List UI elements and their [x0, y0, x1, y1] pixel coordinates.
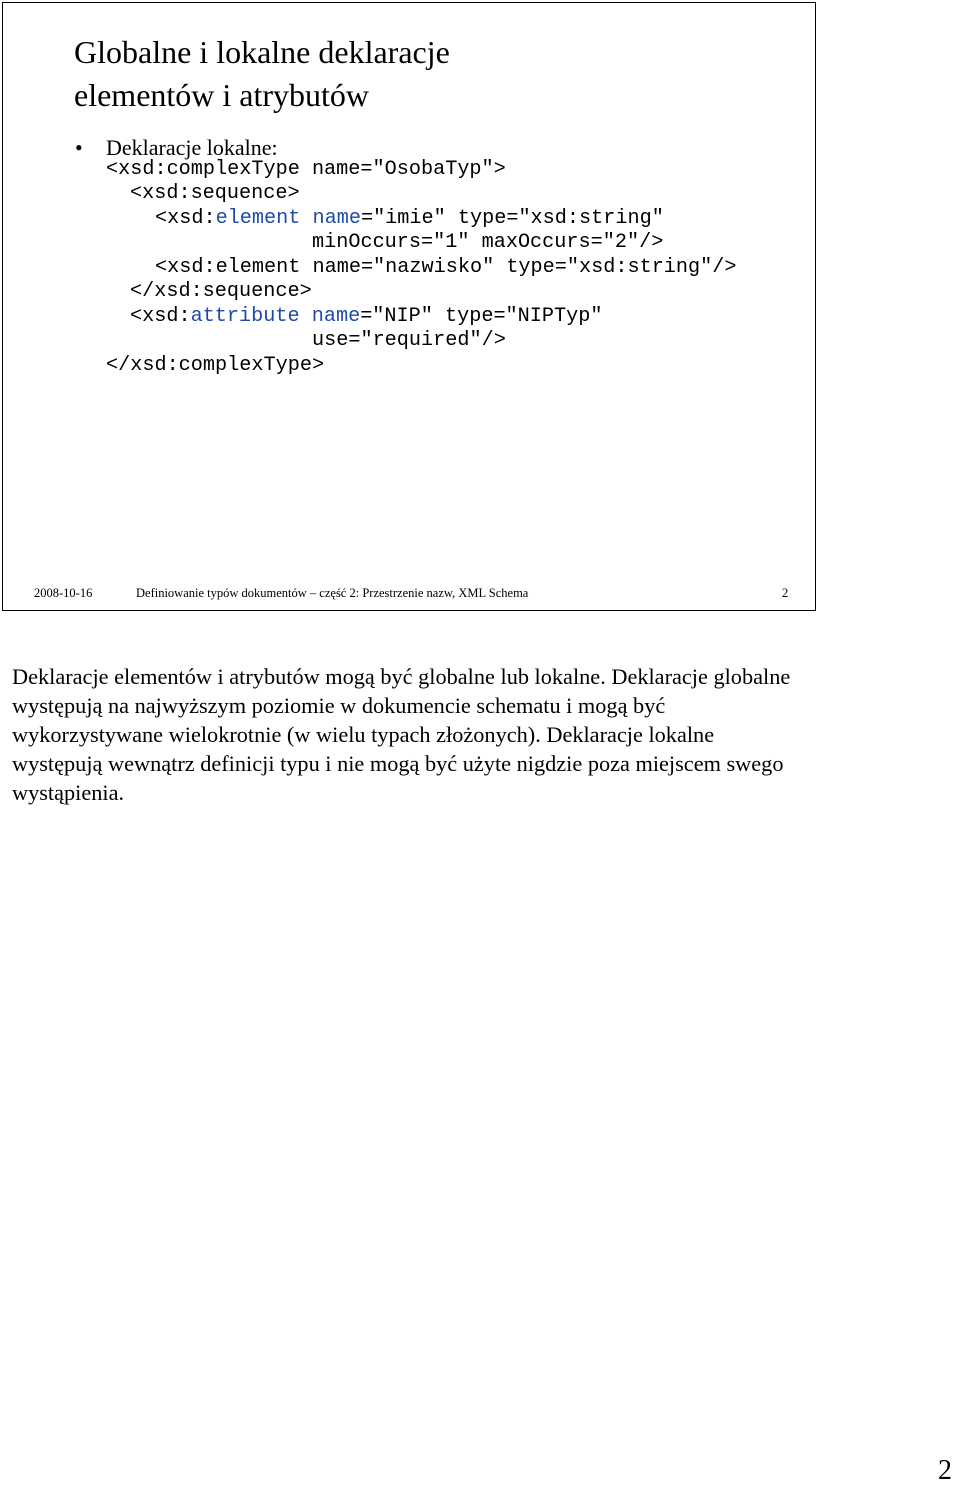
code-line: [130, 305, 602, 330]
code-line: use="required"/>: [312, 329, 506, 352]
footer-slide-number: 2: [782, 586, 789, 600]
code-line: </xsd:sequence>: [130, 280, 312, 303]
code-line: <xsd:sequence>: [130, 182, 300, 205]
slide-title-line1: Globalne i lokalne deklaracje: [74, 34, 450, 70]
code-token: <xsd:: [155, 207, 216, 230]
code-token: <xsd:: [130, 305, 191, 328]
footer-date: 2008-10-16: [34, 586, 93, 600]
code-line: <xsd:element name="nazwisko" type="xsd:string"/>: [155, 256, 737, 279]
bullet-icon: •: [75, 135, 83, 160]
code-token: ="NIP" type="NIPTyp": [360, 305, 603, 328]
code-line: <xsd:complexType name="OsobaTyp">: [106, 158, 506, 181]
slide-title-line2: elementów i atrybutów: [74, 77, 370, 113]
code-token: ="imie" type="xsd:string": [360, 207, 664, 230]
page-number: 2: [938, 1455, 952, 1486]
slide-title: [74, 31, 450, 117]
code-line: </xsd:complexType>: [106, 354, 325, 377]
footer-subject: Definiowanie typów dokumentów – część 2: Przestrzenie nazw, XML Schema: [136, 586, 529, 600]
speaker-notes: Deklaracje elementów i atrybutów mogą być globalne lub lokalne. Deklaracje globalne występują na najwyższym poziomie w dokumencie schematu i mogą być wykorzystywane wielokrotnie (w wielu typach złożonych). Deklaracje lokalne występują wewnątrz definicji typu i nie mogą być użyte nigdzie poza miejscem swego wystąpienia.: [12, 664, 791, 805]
code-token-highlight: element name: [215, 207, 361, 230]
bullet-label: Deklaracje lokalne:: [106, 135, 278, 160]
code-line: minOccurs="1" maxOccurs="2"/>: [312, 231, 664, 254]
code-line: [155, 207, 664, 232]
code-token-highlight: attribute name: [190, 305, 361, 328]
slide-frame: [2, 2, 816, 611]
